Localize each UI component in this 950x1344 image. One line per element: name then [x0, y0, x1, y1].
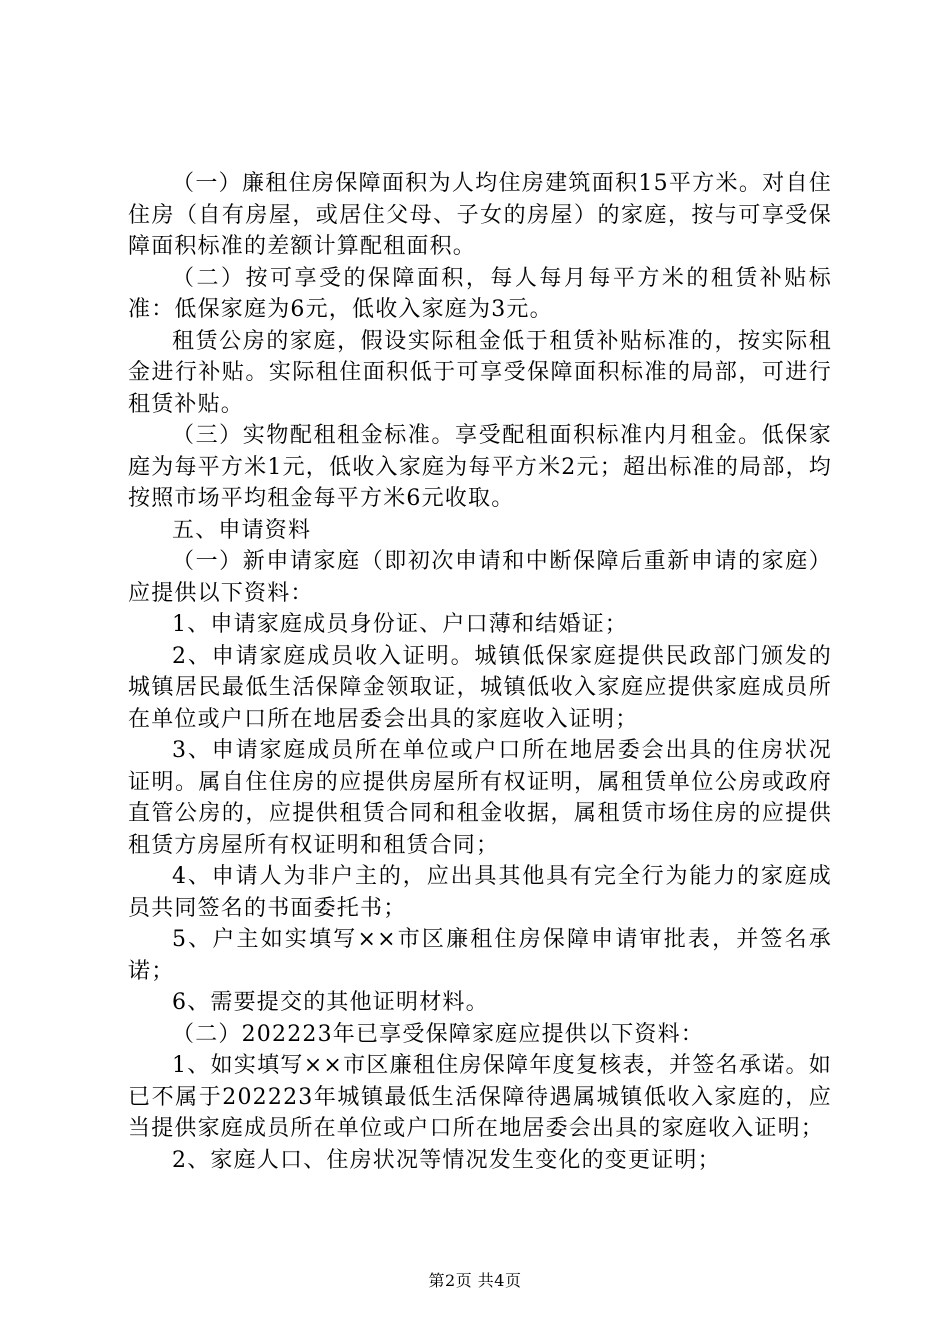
list-item-4: 4、申请人为非户主的，应出具其他具有完全行为能力的家庭成员共同签名的书面委托书；	[128, 864, 832, 921]
paragraph-4: （三）实物配租租金标准。享受配租面积标准内月租金。低保家庭为每平方米1元，低收入家庭为每平方米2元；超出标准的局部，均按照市场平均租金每平方米6元收取。	[128, 423, 832, 511]
list-item-3: 3、申请家庭成员所在单位或户口所在地居委会出具的住房状况证明。属自住住房的应提供房屋所有权证明，属租赁单位公房或政府直管公房的，应提供租赁合同和租金收据，属租赁市场住房的应提供租赁方房屋所有权证明和租赁合同；	[128, 738, 832, 858]
paragraph-2: （二）按可享受的保障面积，每人每月每平方米的租赁补贴标准：低保家庭为6元，低收入家庭为3元。	[128, 265, 832, 322]
section-heading: 五、申请资料	[172, 517, 312, 543]
paragraph-6: （一）新申请家庭（即初次申请和中断保障后重新申请的家庭）应提供以下资料：	[128, 549, 832, 606]
list-item-6: 6、需要提交的其他证明材料。	[172, 990, 489, 1015]
list-item-7: 1、如实填写××市区廉租住房保障年度复核表，并签名承诺。如已不属于202223年城镇最低生活保障待遇属城镇低收入家庭的，应当提供家庭成员所在单位或户口所在地居委会出具的家庭收入证明；	[128, 1053, 832, 1141]
list-item-8: 2、家庭人口、住房状况等情况发生变化的变更证明；	[172, 1147, 721, 1173]
paragraph-1: （一）廉租住房保障面积为人均住房建筑面积15平方米。对自住住房（自有房屋，或居住父母、子女的房屋）的家庭，按与可享受保障面积标准的差额计算配租面积。	[128, 171, 832, 259]
list-item-1: 1、申请家庭成员身份证、户口薄和结婚证；	[172, 612, 628, 637]
document-body	[128, 168, 832, 1176]
list-item-2: 2、申请家庭成员收入证明。城镇低保家庭提供民政部门颁发的城镇居民最低生活保障金领取证，城镇低收入家庭应提供家庭成员所在单位或户口所在地居委会出具的家庭收入证明；	[128, 643, 832, 732]
page-number-footer: 第2页 共4页	[428, 1271, 522, 1290]
paragraph-13: （二）202223年已享受保障家庭应提供以下资料：	[172, 1021, 704, 1047]
list-item-5: 5、户主如实填写××市区廉租住房保障申请审批表，并签名承诺；	[128, 927, 832, 984]
paragraph-3: 租赁公房的家庭，假设实际租金低于租赁补贴标准的，按实际租金进行补贴。实际租住面积低于可享受保障面积标准的局部，可进行租赁补贴。	[128, 328, 832, 417]
